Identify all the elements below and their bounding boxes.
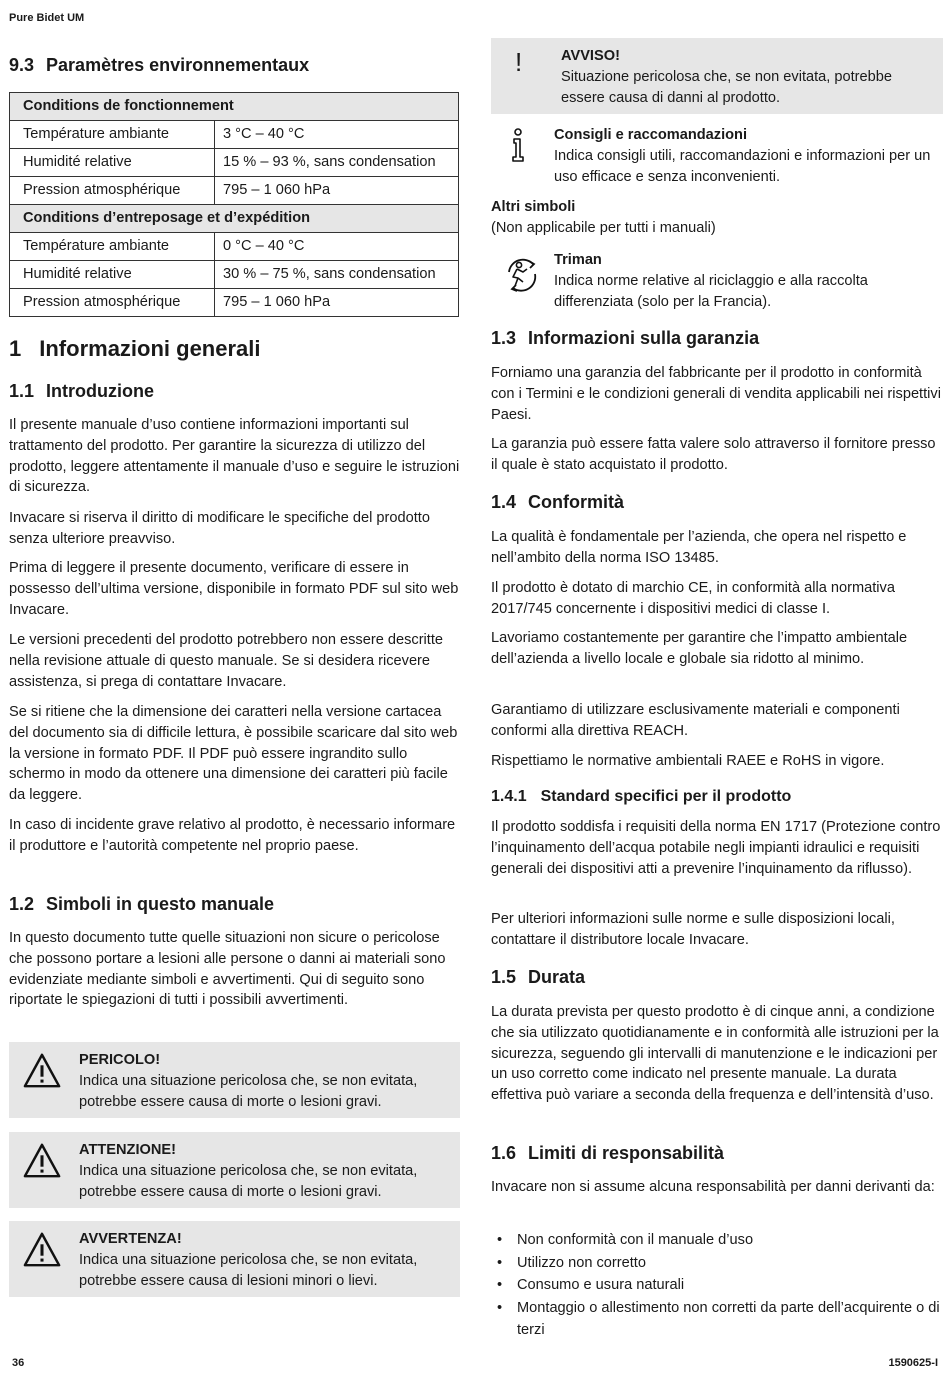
section-1-3-heading: 1.3 Informazioni sulla garanzia <box>491 328 760 348</box>
paragraph: La qualità è fondamentale per l’azienda, che opera nel rispetto e nell’ambito della norma ISO 13485. <box>491 529 907 566</box>
section-1-1-heading: 1.1 Introduzione <box>9 381 155 401</box>
running-header: Pure Bidet UM <box>9 12 85 24</box>
section-1-5-heading: 1.5 Durata <box>491 967 586 987</box>
paragraph: Invacare non si assume alcuna responsabilità per danni derivanti da: <box>491 1179 935 1195</box>
warning-triangle-icon <box>23 1231 61 1269</box>
notice-note <box>491 38 943 114</box>
table-row: Température ambiante 0 °C – 40 °C <box>10 233 459 261</box>
paragraph: Rispettiamo le normative ambientali RAEE e RoHS in vigore. <box>491 753 885 769</box>
warning-triangle-icon <box>23 1142 61 1180</box>
tips-title: Consigli e raccomandazioni <box>554 127 748 143</box>
note-title: PERICOLO! <box>79 1052 161 1068</box>
paragraph: Prima di leggere il presente documento, verificare di essere in possesso dell’ultima versione, disponibile in formato PDF sul sito web Invacare. <box>9 560 459 618</box>
danger-note <box>9 1042 460 1118</box>
section-1-heading: 1 Informazioni generali <box>9 336 261 361</box>
liability-list <box>504 1229 943 1342</box>
environment-table <box>9 92 459 317</box>
paragraph: Garantiamo di utilizzare esclusivamente materiali e componenti conformi alla direttiva REACH. <box>491 702 900 739</box>
section-1-2-heading: 1.2 Simboli in questo manuale <box>9 894 275 914</box>
section-9-3-heading: 9.3 Paramètres environnementaux <box>9 55 310 75</box>
table-group-operating: Conditions de fonctionnement <box>10 93 459 121</box>
paragraph: Forniamo una garanzia del fabbricante per il prodotto in conformità con i Termini e le condizioni generali di vendita applicabili nei rispettivi Paesi. <box>491 365 941 423</box>
table-group-storage: Conditions d’entreposage et d’expédition <box>10 205 459 233</box>
exclamation-icon: ! <box>515 47 523 77</box>
caution-note <box>9 1132 460 1208</box>
document-id: 1590625-I <box>888 1357 938 1369</box>
triman-text: Indica norme relative al riciclaggio e alla raccolta differenziata (solo per la Francia). <box>554 272 868 310</box>
table-row: Pression atmosphérique 795 – 1 060 hPa <box>10 289 459 317</box>
table-row: Humidité relative 30 % – 75 %, sans condensation <box>10 261 459 289</box>
paragraph: Il prodotto soddisfa i requisiti della norma EN 1717 (Protezione contro l’inquinamento dell’acqua potabile negli impianti idraulici e requisiti generali dei dispositivi atti a prevenire l’inquinamento da riflusso). <box>491 819 941 877</box>
warning-triangle-icon <box>23 1052 61 1090</box>
note-text: Indica una situazione pericolosa che, se non evitata, potrebbe essere causa di morte o lesioni gravi. <box>79 1072 418 1110</box>
note-text: Situazione pericolosa che, se non evitata, potrebbe essere causa di danni al prodotto. <box>561 68 893 106</box>
paragraph: La garanzia può essere fatta valere solo attraverso il fornitore presso il quale è stato acquistato il prodotto. <box>491 436 936 473</box>
paragraph: In caso di incidente grave relativo al prodotto, è necessario informare il produttore e l’autorità competente nel proprio paese. <box>9 817 456 854</box>
note-text: Indica una situazione pericolosa che, se non evitata, potrebbe essere causa di morte o lesioni gravi. <box>79 1162 418 1200</box>
section-1-4-heading: 1.4 Conformità <box>491 492 625 512</box>
list-item: • Non conformità con il manuale d’uso <box>504 1229 943 1252</box>
paragraph: Invacare si riserva il diritto di modificare le specifiche del prodotto senza ulteriore preavviso. <box>9 510 430 547</box>
section-1-4-1-heading: 1.4.1 Standard specifici per il prodotto <box>491 788 792 805</box>
list-item: • Utilizzo non corretto <box>504 1252 943 1275</box>
info-icon <box>509 127 527 163</box>
triman-icon <box>499 252 543 296</box>
note-title: ATTENZIONE! <box>79 1142 177 1158</box>
table-row: Température ambiante 3 °C – 40 °C <box>10 121 459 149</box>
note-text: Indica una situazione pericolosa che, se non evitata, potrebbe essere causa di lesioni minori o lievi. <box>79 1251 418 1289</box>
triman-title: Triman <box>554 252 602 268</box>
paragraph: Il prodotto è dotato di marchio CE, in conformità alla normativa 2017/745 concernente i dispositivi medici di classe I. <box>491 580 895 617</box>
page-number: 36 <box>12 1357 25 1369</box>
paragraph: La durata prevista per questo prodotto è di cinque anni, a condizione che sia utilizzato quotidianamente e in conformità alle istruzioni per la sicurezza, seguendo gli intervalli di manutenzione e le indicazioni per un uso corretto come indicato nel presente manuale. La durata effettiva può variare a seconda della frequenza e dell’intensità d’uso. <box>491 1004 939 1104</box>
table-row: Humidité relative 15 % – 93 %, sans condensation <box>10 149 459 177</box>
list-item: • Montaggio o allestimento non corretti da parte dell’acquirente o di terzi <box>504 1297 943 1342</box>
other-symbols-title: Altri simboli <box>491 199 576 215</box>
paragraph: In questo documento tutte quelle situazioni non sicure o pericolose che possono portare a lesioni alle persone o danni ai materiali sono evidenziate mediante simboli e avvertimenti. Qui di seguito sono riportate le spiegazioni di tutti i possibili avvertimenti. <box>9 930 446 1009</box>
section-1-6-heading: 1.6 Limiti di responsabilità <box>491 1143 725 1163</box>
note-title: AVVERTENZA! <box>79 1231 182 1247</box>
tips-text: Indica consigli utili, raccomandazioni e informazioni per un uso efficace e senza inconvenienti. <box>554 147 931 185</box>
list-item: • Consumo e usura naturali <box>504 1274 943 1297</box>
other-symbols-subtitle: (Non applicabile per tutti i manuali) <box>491 220 716 236</box>
paragraph: Se si ritiene che la dimensione dei caratteri nella versione cartacea del documento sia di difficile lettura, è possibile scaricare dal sito web la versione in formato PDF. Il PDF può essere ingrandito sullo schermo in modo da ottenere una dimensione dei caratteri più facile da leggere. <box>9 704 458 804</box>
table-row: Pression atmosphérique 795 – 1 060 hPa <box>10 177 459 205</box>
paragraph: Le versioni precedenti del prodotto potrebbero non essere descritte nella revisione attuale di questo manuale. Se si desidera ricevere assistenza, si prega di contattare Invacare. <box>9 632 444 690</box>
note-title: AVVISO! <box>561 48 620 64</box>
paragraph: Lavoriamo costantemente per garantire che l’impatto ambientale dell’azienda a livello locale e globale sia ridotto al minimo. <box>491 630 908 667</box>
warning-note <box>9 1221 460 1297</box>
paragraph: Per ulteriori informazioni sulle norme e sulle disposizioni locali, contattare il distributore locale Invacare. <box>491 911 895 948</box>
paragraph: Il presente manuale d’uso contiene informazioni importanti sul trattamento del prodotto. Per garantire la sicurezza di utilizzo del prodotto, leggere attentamente il manuale d’uso e seguire le istruzioni di sicurezza. <box>9 417 460 496</box>
